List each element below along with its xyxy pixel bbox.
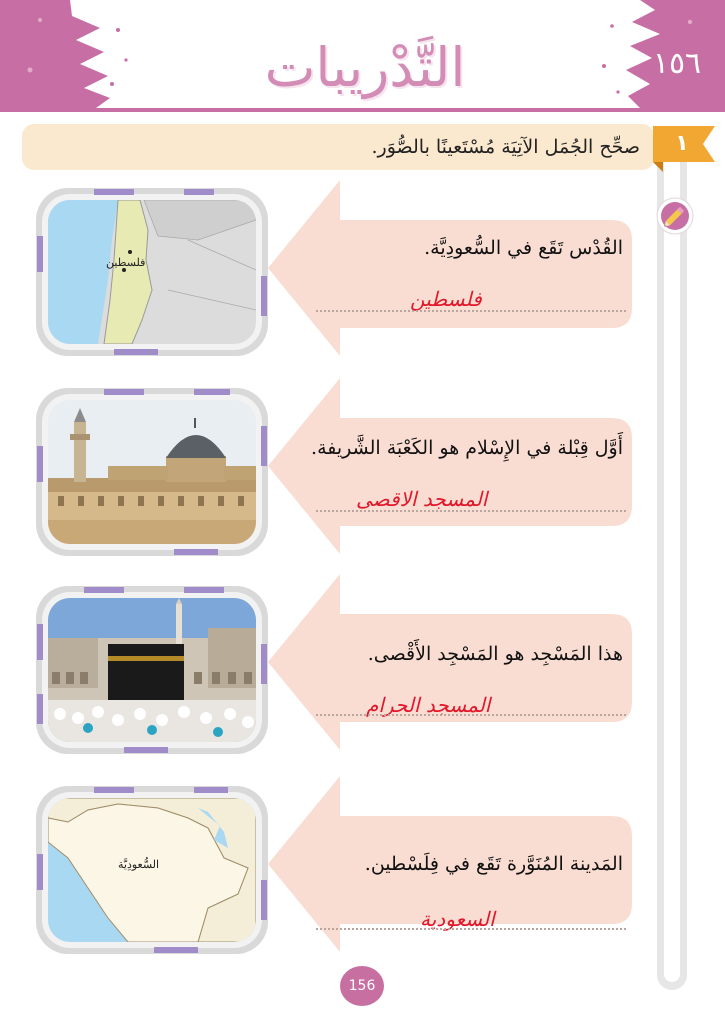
answer-dotted-line (316, 310, 626, 312)
image-frame (34, 386, 270, 558)
exercise-number: ١ (675, 131, 689, 156)
palestine-map-image (48, 200, 256, 344)
header-page-number: ١٥٦ (652, 46, 702, 81)
item-2 (0, 386, 725, 576)
image-frame (34, 584, 270, 756)
item-4 (0, 784, 725, 974)
instruction-text: صحِّح الجُمَل الآتِيَة مُسْتَعينًا بالصُّوَر. (371, 136, 640, 158)
answer-dotted-line (316, 928, 626, 930)
answer-text[interactable]: المسجد الحرام (366, 693, 491, 717)
image-frame (34, 784, 270, 956)
answer-text[interactable]: المسجد الاقصى (356, 487, 488, 511)
item-3 (0, 584, 725, 774)
sentence-text: هذا المَسْجِد هو المَسْجِد الأَقْصى. (367, 643, 623, 665)
page-header (0, 0, 725, 112)
map-label-saudi: السُّعودِيَّة (118, 858, 160, 871)
al-aqsa-mosque-image (48, 400, 256, 544)
answer-text[interactable]: السعودية (420, 907, 495, 931)
sentence-arrow (268, 180, 632, 356)
instruction-bar (22, 124, 654, 170)
page-title: التَّدْريبات (264, 36, 466, 99)
sentence-arrow (268, 378, 632, 554)
saudi-arabia-map-image (48, 798, 256, 942)
map-label-palestine: فلسطين (106, 256, 146, 269)
item-1 (0, 186, 725, 376)
image-frame (34, 186, 270, 358)
answer-dotted-line (316, 714, 626, 716)
masjid-al-haram-image (48, 598, 256, 742)
sentence-text: أَوَّل قِبْلة في الإِسْلام هو الكَعْبَة الشَّريفة. (311, 437, 623, 459)
sentence-text: القُدْس تَقَع في السُّعودِيَّة. (424, 237, 623, 259)
answer-text[interactable]: فلسطين (410, 287, 482, 311)
footer-page-number: 156 (340, 966, 384, 1006)
answer-dotted-line (316, 510, 626, 512)
sentence-text: المَدينة المُنَوَّرة تَقَع في فِلَسْطين. (364, 853, 623, 875)
